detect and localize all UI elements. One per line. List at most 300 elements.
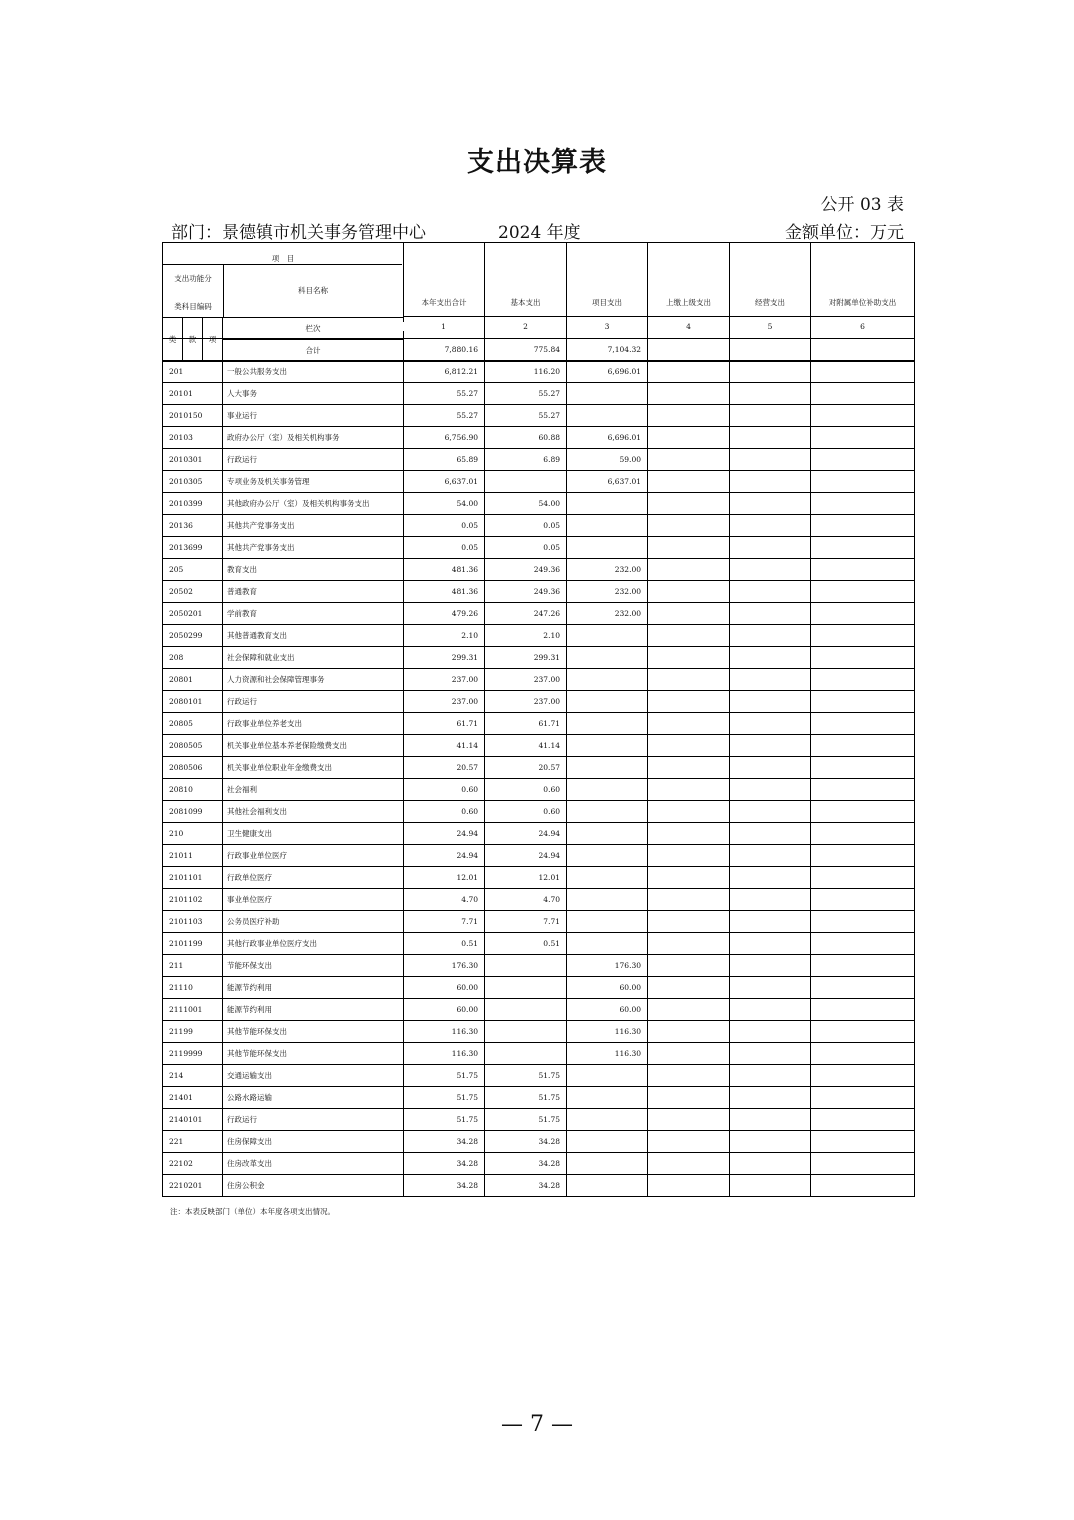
row-subsidy [811, 1065, 915, 1087]
row-project: 232.00 [567, 603, 648, 625]
row-business [730, 1043, 811, 1065]
table-row [163, 1131, 915, 1153]
header-col-subsidy: 对附属单位补助支出 [811, 243, 915, 362]
row-upper [648, 867, 730, 889]
row-upper [648, 471, 730, 493]
row-code: 2080101 [163, 691, 223, 713]
row-name: 社会保障和就业支出 [223, 647, 404, 669]
col-number-3: 3 [567, 322, 647, 331]
row-business [730, 669, 811, 691]
row-business [730, 493, 811, 515]
row-code: 2119999 [163, 1043, 223, 1065]
header-lanci: 栏次 [223, 318, 404, 340]
row-code: 205 [163, 559, 223, 581]
expenditure-table-body [162, 338, 915, 1197]
row-code: 21011 [163, 845, 223, 867]
row-upper [648, 889, 730, 911]
row-project [567, 1087, 648, 1109]
col-number-5: 5 [730, 322, 810, 331]
row-upper [648, 691, 730, 713]
row-basic: 55.27 [485, 405, 567, 427]
total-upper [648, 339, 730, 361]
row-name: 住房改革支出 [223, 1153, 404, 1175]
row-business [730, 713, 811, 735]
row-total: 65.89 [404, 449, 485, 471]
row-name: 一般公共服务支出 [223, 361, 404, 383]
row-subsidy [811, 603, 915, 625]
table-row [163, 515, 915, 537]
row-name: 社会福利 [223, 779, 404, 801]
row-upper [648, 1175, 730, 1197]
row-basic: 0.05 [485, 515, 567, 537]
table-row [163, 647, 915, 669]
row-basic: 34.28 [485, 1131, 567, 1153]
row-project: 6,696.01 [567, 361, 648, 383]
row-code: 208 [163, 647, 223, 669]
row-subsidy [811, 669, 915, 691]
row-total: 481.36 [404, 581, 485, 603]
row-subsidy [811, 471, 915, 493]
row-subsidy [811, 691, 915, 713]
row-upper [648, 999, 730, 1021]
row-total: 176.30 [404, 955, 485, 977]
row-name: 其他节能环保支出 [223, 1021, 404, 1043]
row-total: 60.00 [404, 977, 485, 999]
year-label: 2024 年度 [498, 223, 581, 243]
row-name: 事业运行 [223, 405, 404, 427]
table-row [163, 581, 915, 603]
row-subsidy [811, 955, 915, 977]
table-row [163, 1109, 915, 1131]
column-number-row [403, 316, 914, 338]
row-project [567, 933, 648, 955]
row-subsidy [811, 559, 915, 581]
row-subsidy [811, 361, 915, 383]
row-code: 2013699 [163, 537, 223, 559]
row-basic: 237.00 [485, 669, 567, 691]
row-basic: 116.20 [485, 361, 567, 383]
header-col-upper: 上缴上级支出 [648, 243, 730, 362]
row-basic: 20.57 [485, 757, 567, 779]
row-total: 237.00 [404, 669, 485, 691]
row-name: 普通教育 [223, 581, 404, 603]
row-business [730, 581, 811, 603]
unit-label: 金额单位：万元 [785, 223, 904, 243]
row-name: 交通运输支出 [223, 1065, 404, 1087]
table-row [163, 383, 915, 405]
row-code: 2101101 [163, 867, 223, 889]
row-business [730, 427, 811, 449]
table-row [163, 691, 915, 713]
row-code: 2111001 [163, 999, 223, 1021]
row-name: 节能环保支出 [223, 955, 404, 977]
row-business [730, 867, 811, 889]
row-basic: 54.00 [485, 493, 567, 515]
col-number-4: 4 [648, 322, 729, 331]
row-total: 237.00 [404, 691, 485, 713]
row-basic: 0.51 [485, 933, 567, 955]
row-name: 住房公积金 [223, 1175, 404, 1197]
table-row [163, 823, 915, 845]
row-project [567, 845, 648, 867]
row-project [567, 383, 648, 405]
row-business [730, 757, 811, 779]
row-code: 2081099 [163, 801, 223, 823]
row-subsidy [811, 1087, 915, 1109]
row-basic: 0.05 [485, 537, 567, 559]
row-business [730, 603, 811, 625]
row-code: 21199 [163, 1021, 223, 1043]
row-total: 6,812.21 [404, 361, 485, 383]
row-upper [648, 581, 730, 603]
row-business [730, 625, 811, 647]
row-code: 20810 [163, 779, 223, 801]
row-basic [485, 955, 567, 977]
row-project [567, 779, 648, 801]
row-project: 116.30 [567, 1021, 648, 1043]
row-business [730, 977, 811, 999]
row-name: 其他行政事业单位医疗支出 [223, 933, 404, 955]
row-upper [648, 1065, 730, 1087]
row-project [567, 669, 648, 691]
row-basic: 55.27 [485, 383, 567, 405]
total-subsidy [811, 339, 915, 361]
row-total: 24.94 [404, 845, 485, 867]
row-name: 行政运行 [223, 449, 404, 471]
row-project: 60.00 [567, 999, 648, 1021]
row-name: 能源节约利用 [223, 977, 404, 999]
row-code: 20801 [163, 669, 223, 691]
row-subsidy [811, 383, 915, 405]
row-basic: 0.60 [485, 801, 567, 823]
row-upper [648, 383, 730, 405]
total-label: 合计 [223, 340, 404, 362]
row-name: 行政运行 [223, 691, 404, 713]
col-number-1: 1 [403, 322, 484, 331]
table-row [163, 735, 915, 757]
row-code: 201 [163, 361, 223, 383]
row-project: 6,696.01 [567, 427, 648, 449]
row-code: 22102 [163, 1153, 223, 1175]
table-row [163, 537, 915, 559]
band-line-top [403, 316, 914, 317]
row-business [730, 1175, 811, 1197]
row-project: 60.00 [567, 977, 648, 999]
row-total: 51.75 [404, 1109, 485, 1131]
row-total: 24.94 [404, 823, 485, 845]
row-upper [648, 427, 730, 449]
row-name: 专项业务及机关事务管理 [223, 471, 404, 493]
header-kuan: 款 [183, 318, 203, 362]
row-project [567, 1065, 648, 1087]
total-project: 7,104.32 [567, 339, 648, 361]
table-row [163, 801, 915, 823]
row-business [730, 933, 811, 955]
row-total: 60.00 [404, 999, 485, 1021]
total-table-row [163, 339, 915, 361]
row-upper [648, 823, 730, 845]
row-total: 0.05 [404, 515, 485, 537]
row-upper [648, 933, 730, 955]
row-upper [648, 1043, 730, 1065]
row-code: 20502 [163, 581, 223, 603]
row-subsidy [811, 1175, 915, 1197]
row-business [730, 955, 811, 977]
form-number: 公开 03 表 [820, 195, 904, 215]
table-row [163, 1065, 915, 1087]
total-name [223, 339, 404, 361]
row-subsidy [811, 911, 915, 933]
row-basic: 51.75 [485, 1087, 567, 1109]
row-subsidy [811, 537, 915, 559]
row-business [730, 647, 811, 669]
row-total: 0.05 [404, 537, 485, 559]
row-total: 0.60 [404, 779, 485, 801]
row-subsidy [811, 449, 915, 471]
row-basic: 2.10 [485, 625, 567, 647]
row-business [730, 405, 811, 427]
row-basic: 6.89 [485, 449, 567, 471]
row-upper [648, 1153, 730, 1175]
row-business [730, 911, 811, 933]
row-code: 2050201 [163, 603, 223, 625]
row-total: 0.51 [404, 933, 485, 955]
row-business [730, 845, 811, 867]
table-row [163, 1153, 915, 1175]
row-upper [648, 669, 730, 691]
row-business [730, 801, 811, 823]
table-row [163, 1175, 915, 1197]
row-code: 2101103 [163, 911, 223, 933]
row-code: 2101199 [163, 933, 223, 955]
row-business [730, 383, 811, 405]
row-upper [648, 735, 730, 757]
row-upper [648, 1087, 730, 1109]
row-subsidy [811, 933, 915, 955]
row-project: 59.00 [567, 449, 648, 471]
row-project [567, 625, 648, 647]
row-subsidy [811, 427, 915, 449]
row-total: 61.71 [404, 713, 485, 735]
row-name: 机关事业单位职业年金缴费支出 [223, 757, 404, 779]
row-basic: 299.31 [485, 647, 567, 669]
row-project [567, 1153, 648, 1175]
department-label: 部门：景德镇市机关事务管理中心 [171, 223, 426, 243]
row-business [730, 515, 811, 537]
page-number: — 7 — [501, 1412, 573, 1437]
row-project [567, 911, 648, 933]
row-subsidy [811, 1021, 915, 1043]
row-total: 116.30 [404, 1043, 485, 1065]
row-total: 55.27 [404, 405, 485, 427]
row-business [730, 779, 811, 801]
header-row-1 [163, 243, 915, 318]
row-basic [485, 999, 567, 1021]
table-row [163, 361, 915, 383]
row-name: 其他政府办公厅（室）及相关机构事务支出 [223, 493, 404, 515]
row-code: 221 [163, 1131, 223, 1153]
row-total: 0.60 [404, 801, 485, 823]
row-project [567, 537, 648, 559]
row-business [730, 361, 811, 383]
row-name: 政府办公厅（室）及相关机构事务 [223, 427, 404, 449]
row-subsidy [811, 823, 915, 845]
row-subsidy [811, 625, 915, 647]
header-func-class: 支出功能分 [174, 274, 212, 283]
row-subsidy [811, 713, 915, 735]
row-total: 55.27 [404, 383, 485, 405]
row-name: 学前教育 [223, 603, 404, 625]
row-subsidy [811, 801, 915, 823]
row-subsidy [811, 1131, 915, 1153]
row-basic: 34.28 [485, 1153, 567, 1175]
table-row [163, 1087, 915, 1109]
table-row [163, 977, 915, 999]
row-business [730, 449, 811, 471]
row-name: 人力资源和社会保障管理事务 [223, 669, 404, 691]
header-col-basic: 基本支出 [485, 243, 567, 362]
row-business [730, 1109, 811, 1131]
row-upper [648, 779, 730, 801]
row-subsidy [811, 779, 915, 801]
row-code: 21401 [163, 1087, 223, 1109]
header-func-class-2: 类科目编码 [174, 302, 212, 311]
row-basic [485, 471, 567, 493]
row-total: 2.10 [404, 625, 485, 647]
row-code: 2080506 [163, 757, 223, 779]
row-project [567, 713, 648, 735]
row-project [567, 515, 648, 537]
row-basic [485, 1021, 567, 1043]
row-code: 2010301 [163, 449, 223, 471]
table-row [163, 493, 915, 515]
row-business [730, 537, 811, 559]
row-subsidy [811, 889, 915, 911]
row-subsidy [811, 647, 915, 669]
row-project [567, 691, 648, 713]
row-subsidy [811, 515, 915, 537]
row-upper [648, 405, 730, 427]
header-subject-name: 科目名称 [298, 286, 328, 295]
row-upper [648, 977, 730, 999]
row-name: 行政事业单位医疗 [223, 845, 404, 867]
row-upper [648, 647, 730, 669]
row-business [730, 999, 811, 1021]
row-upper [648, 845, 730, 867]
row-total: 51.75 [404, 1065, 485, 1087]
row-subsidy [811, 1153, 915, 1175]
row-name: 其他普通教育支出 [223, 625, 404, 647]
table-row [163, 911, 915, 933]
row-name: 行政单位医疗 [223, 867, 404, 889]
col-number-6: 6 [811, 322, 914, 331]
row-upper [648, 1021, 730, 1043]
row-code: 2050299 [163, 625, 223, 647]
row-basic: 237.00 [485, 691, 567, 713]
total-business [730, 339, 811, 361]
row-project [567, 1131, 648, 1153]
row-basic: 249.36 [485, 559, 567, 581]
row-name: 其他共产党事务支出 [223, 537, 404, 559]
row-subsidy [811, 581, 915, 603]
row-name: 行政事业单位养老支出 [223, 713, 404, 735]
total-value: 7,880.16 [404, 339, 485, 361]
row-basic: 24.94 [485, 845, 567, 867]
row-name: 其他共产党事务支出 [223, 515, 404, 537]
row-total: 479.26 [404, 603, 485, 625]
row-subsidy [811, 867, 915, 889]
row-basic: 12.01 [485, 867, 567, 889]
row-total: 7.71 [404, 911, 485, 933]
row-upper [648, 625, 730, 647]
row-code: 2140101 [163, 1109, 223, 1131]
row-project [567, 889, 648, 911]
row-total: 299.31 [404, 647, 485, 669]
table-row [163, 449, 915, 471]
row-business [730, 471, 811, 493]
row-basic: 7.71 [485, 911, 567, 933]
table-row [163, 713, 915, 735]
row-business [730, 735, 811, 757]
row-business [730, 1131, 811, 1153]
row-total: 34.28 [404, 1175, 485, 1197]
row-code: 21110 [163, 977, 223, 999]
row-basic: 34.28 [485, 1175, 567, 1197]
header-lei: 类 [163, 318, 183, 362]
row-basic: 249.36 [485, 581, 567, 603]
row-project [567, 823, 648, 845]
row-basic: 4.70 [485, 889, 567, 911]
row-name: 卫生健康支出 [223, 823, 404, 845]
table-row [163, 559, 915, 581]
row-code: 20136 [163, 515, 223, 537]
row-name: 人大事务 [223, 383, 404, 405]
row-business [730, 691, 811, 713]
row-subsidy [811, 1109, 915, 1131]
row-code: 210 [163, 823, 223, 845]
table-row [163, 1043, 915, 1065]
row-code: 20805 [163, 713, 223, 735]
row-project [567, 1175, 648, 1197]
row-subsidy [811, 757, 915, 779]
row-basic [485, 1043, 567, 1065]
row-basic: 51.75 [485, 1065, 567, 1087]
row-upper [648, 1131, 730, 1153]
row-project [567, 647, 648, 669]
row-code: 214 [163, 1065, 223, 1087]
row-name: 其他节能环保支出 [223, 1043, 404, 1065]
table-row [163, 405, 915, 427]
table-row [163, 669, 915, 691]
row-project: 6,637.01 [567, 471, 648, 493]
row-subsidy [811, 493, 915, 515]
row-basic: 24.94 [485, 823, 567, 845]
row-total: 34.28 [404, 1131, 485, 1153]
row-total: 4.70 [404, 889, 485, 911]
row-name: 其他社会福利支出 [223, 801, 404, 823]
row-subsidy [811, 999, 915, 1021]
table-row [163, 603, 915, 625]
row-total: 481.36 [404, 559, 485, 581]
header-xiang: 项 [203, 318, 223, 362]
row-total: 6,637.01 [404, 471, 485, 493]
row-name: 教育支出 [223, 559, 404, 581]
row-basic: 60.88 [485, 427, 567, 449]
row-total: 41.14 [404, 735, 485, 757]
row-total: 54.00 [404, 493, 485, 515]
row-name: 行政运行 [223, 1109, 404, 1131]
row-upper [648, 911, 730, 933]
